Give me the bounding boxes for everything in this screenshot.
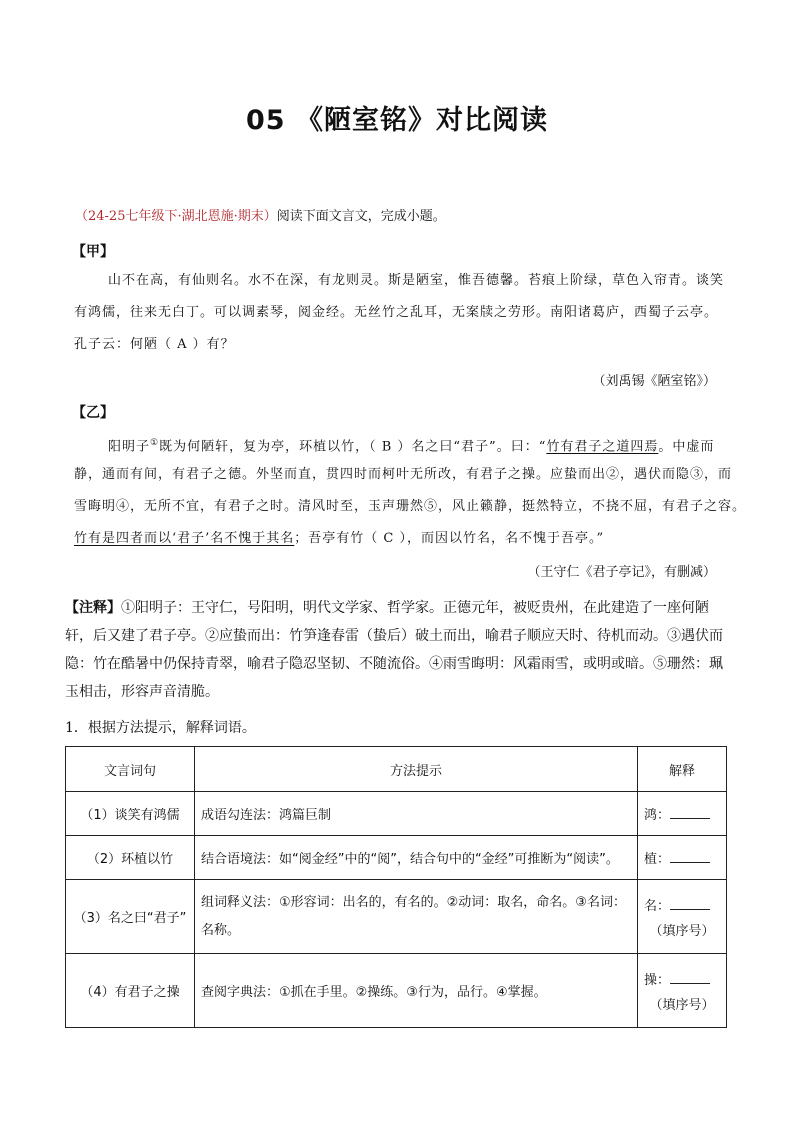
source-tag: （24-25七年级下·湖北恩施·期末） xyxy=(75,209,277,224)
answer-hint: （填序号） xyxy=(649,923,715,939)
method-cell: 结合语境法：如“阅金经”中的“阅”，结合句中的“金经”可推断为“阅读”。 xyxy=(195,836,638,880)
method-cell: 组词释义法：①形容词：出名的，有名的。②动词：取名，命名。③名词：名称。 xyxy=(195,880,638,954)
passage-a-label: 【甲】 xyxy=(72,244,114,260)
passage-a-line-3: 孔子云：何陋（ A ）有？ xyxy=(74,337,235,352)
header-method: 方法提示 xyxy=(195,747,638,792)
answer-label: 名： xyxy=(644,898,671,914)
notes-label: 【注释】 xyxy=(65,600,121,616)
passage-b-label: 【乙】 xyxy=(72,405,114,421)
answer-label: 操： xyxy=(644,972,671,988)
answer-hint: （填序号） xyxy=(649,997,715,1013)
passage-b-line-1 xyxy=(108,435,714,455)
table-row xyxy=(66,954,727,1028)
phrase-cell: （1）谈笑有鸿儒 xyxy=(66,792,195,836)
passage-b-line-3: 雪晦明④，无所不宜，有君子之时。清风时至，玉声珊然⑤，风止籁静，挺然特立，不挠不屈，有君子之容。 xyxy=(74,499,747,514)
answer-blank[interactable] xyxy=(670,971,710,984)
phrase-cell: （4）有君子之操 xyxy=(66,954,195,1028)
answer-cell[interactable] xyxy=(638,954,727,1028)
passage-b-source: （王守仁《君子亭记》，有删减） xyxy=(527,565,716,580)
table-header-row xyxy=(66,747,727,792)
intro-line xyxy=(75,209,446,225)
header-answer: 解释 xyxy=(638,747,727,792)
table-row xyxy=(66,880,727,954)
passage-b-text: 既为何陋轩，复为亭，环植以竹，（ B ）名之曰“君子”。曰：“ xyxy=(159,439,547,455)
answer-blank[interactable] xyxy=(670,850,710,863)
method-cell: 成语勾连法：鸿篇巨制 xyxy=(195,792,638,836)
answer-cell[interactable] xyxy=(638,792,727,836)
notes-text: ①阳明子：王守仁，号阳明，明代文学家、哲学家。正德元年，被贬贵州，在此建造了一座何陋轩，后又建了君子亭。②应蛰而出：竹笋逢春雷（蛰后）破土而出，喻君子顺应天时、待机而动。③遇伏而隐：竹在酷暑中仍保持青翠，喻君子隐忍坚韧、不随流俗。④雨雪晦明：风霜雨雪，或明或暗。⑤珊然：珮玉相击，形容声音清脆。 xyxy=(65,600,723,700)
header-phrase: 文言词句 xyxy=(66,747,195,792)
passage-a-line-2: 有鸿儒，往来无白丁。可以调素琴，阅金经。无丝竹之乱耳，无案牍之劳形。南阳诸葛庐，西蜀子云亭。 xyxy=(74,305,719,320)
answer-label: 鸿： xyxy=(644,808,671,823)
phrase-cell: （2）环植以竹 xyxy=(66,836,195,880)
table-row xyxy=(66,836,727,880)
question-table xyxy=(65,746,727,1028)
passage-b-line-2: 静，通而有间，有君子之德。外坚而直，贯四时而柯叶无所改，有君子之操。应蛰而出②，遇伏而隐③，而 xyxy=(74,467,733,482)
answer-label: 植： xyxy=(644,852,671,867)
answer-cell[interactable] xyxy=(638,880,727,954)
underlined-sentence: 竹有是四者而以‘君子’名不愧于其名 xyxy=(74,531,295,546)
passage-b-text: 阳明子 xyxy=(108,439,151,455)
underlined-sentence: 竹有君子之道四焉 xyxy=(546,439,659,455)
passage-a-source: （刘禹锡《陋室铭》） xyxy=(592,374,716,389)
answer-blank[interactable] xyxy=(670,806,710,819)
answer-blank[interactable] xyxy=(670,897,710,910)
method-cell: 查阅字典法：①抓在手里。②操练。③行为，品行。④掌握。 xyxy=(195,954,638,1028)
footnote-marker: ① xyxy=(150,438,160,448)
answer-cell[interactable] xyxy=(638,836,727,880)
question-text: 1．根据方法提示，解释词语。 xyxy=(65,720,256,736)
notes-block xyxy=(65,594,735,706)
table-row xyxy=(66,792,727,836)
passage-a-line-1: 山不在高，有仙则名。水不在深，有龙则灵。斯是陋室，惟吾德馨。苔痕上阶绿，草色入帘青。谈笑 xyxy=(108,273,725,288)
page-title: 05 《陋室铭》对比阅读 xyxy=(246,105,548,136)
passage-b-text: ；吾亭有竹（ C ），而因以竹名，名不愧于吾亭。” xyxy=(294,531,605,546)
passage-b-line-4 xyxy=(74,531,604,547)
intro-instruction: 阅读下面文言文，完成小题。 xyxy=(276,209,446,224)
phrase-cell: （3）名之曰“君子” xyxy=(66,880,195,954)
passage-b-text: 。中虚而 xyxy=(658,439,715,455)
